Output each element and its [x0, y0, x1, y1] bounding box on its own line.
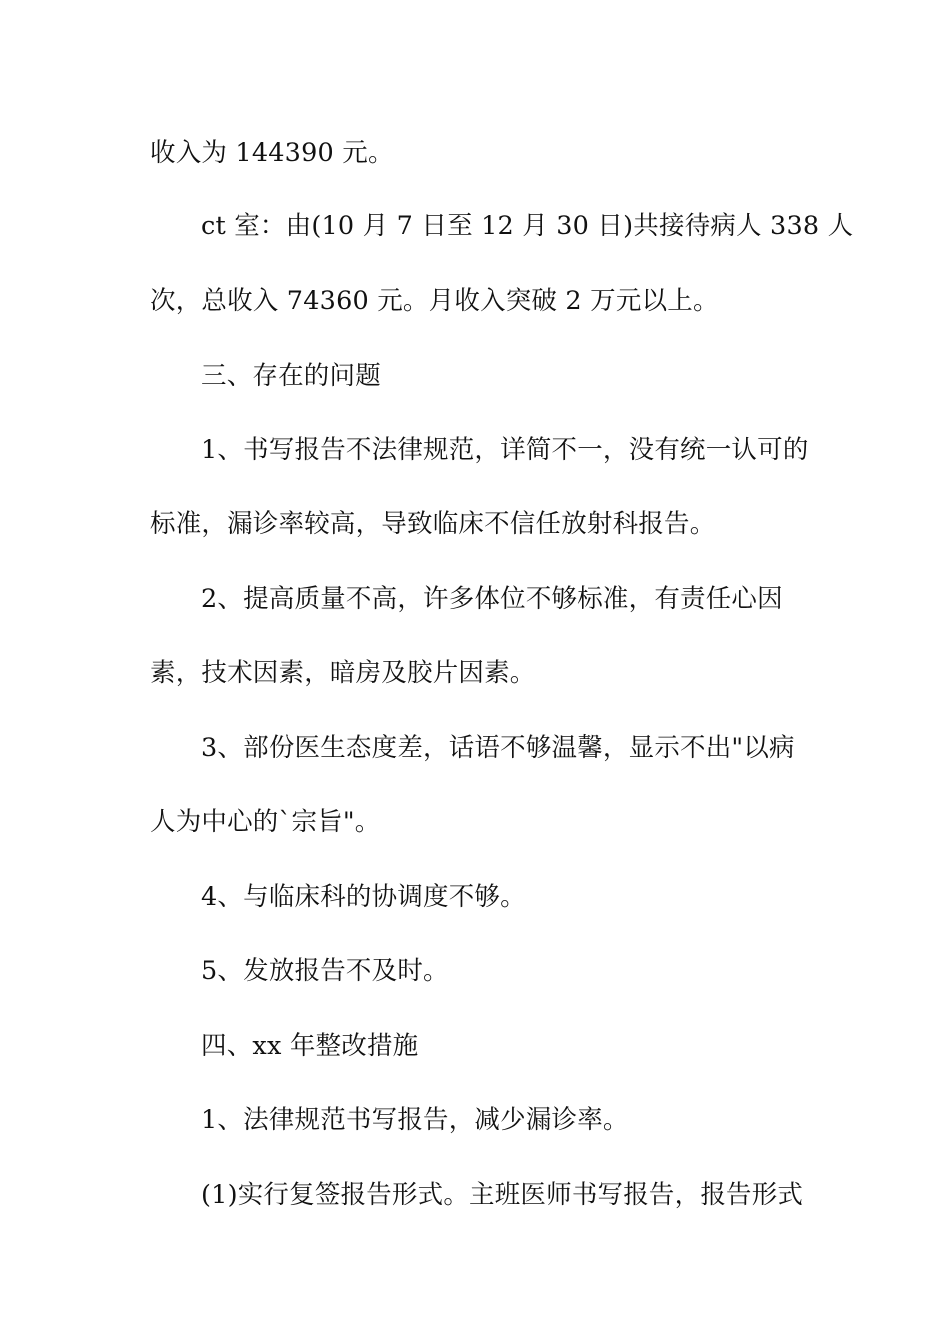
text-line-problem-1: 1、书写报告不法律规范，详简不一，没有统一认可的 — [201, 435, 809, 465]
text-line-ct-room-cont: 次，总收入 74360 元。月收入突破 2 万元以上。 — [150, 286, 719, 316]
text-line-problem-2: 2、提高质量不高，许多体位不够标准，有责任心因 — [201, 584, 783, 614]
text-line-problem-3-cont: 人为中心的`宗旨"。 — [150, 807, 381, 837]
text-line-problem-3: 3、部份医生态度差，话语不够温馨，显示不出"以病 — [201, 733, 795, 763]
text-line-ct-room: ct 室：由(10 月 7 日至 12 月 30 日)共接待病人 338 人 — [201, 211, 854, 241]
section-heading-measures: 四、xx 年整改措施 — [201, 1031, 419, 1061]
text-line-problem-2-cont: 素，技术因素，暗房及胶片因素。 — [150, 658, 536, 688]
text-line-measure-1: 1、法律规范书写报告，减少漏诊率。 — [201, 1105, 629, 1135]
section-heading-problems: 三、存在的问题 — [201, 361, 381, 391]
text-line-problem-4: 4、与临床科的协调度不够。 — [201, 882, 526, 912]
text-line-measure-1-sub-1: (1)实行复签报告形式。主班医师书写报告，报告形式 — [201, 1180, 804, 1210]
text-line-problem-1-cont: 标准，漏诊率较高，导致临床不信任放射科报告。 — [150, 509, 716, 539]
text-line-income-cont: 收入为 144390 元。 — [150, 138, 394, 168]
text-line-problem-5: 5、发放报告不及时。 — [201, 956, 449, 986]
